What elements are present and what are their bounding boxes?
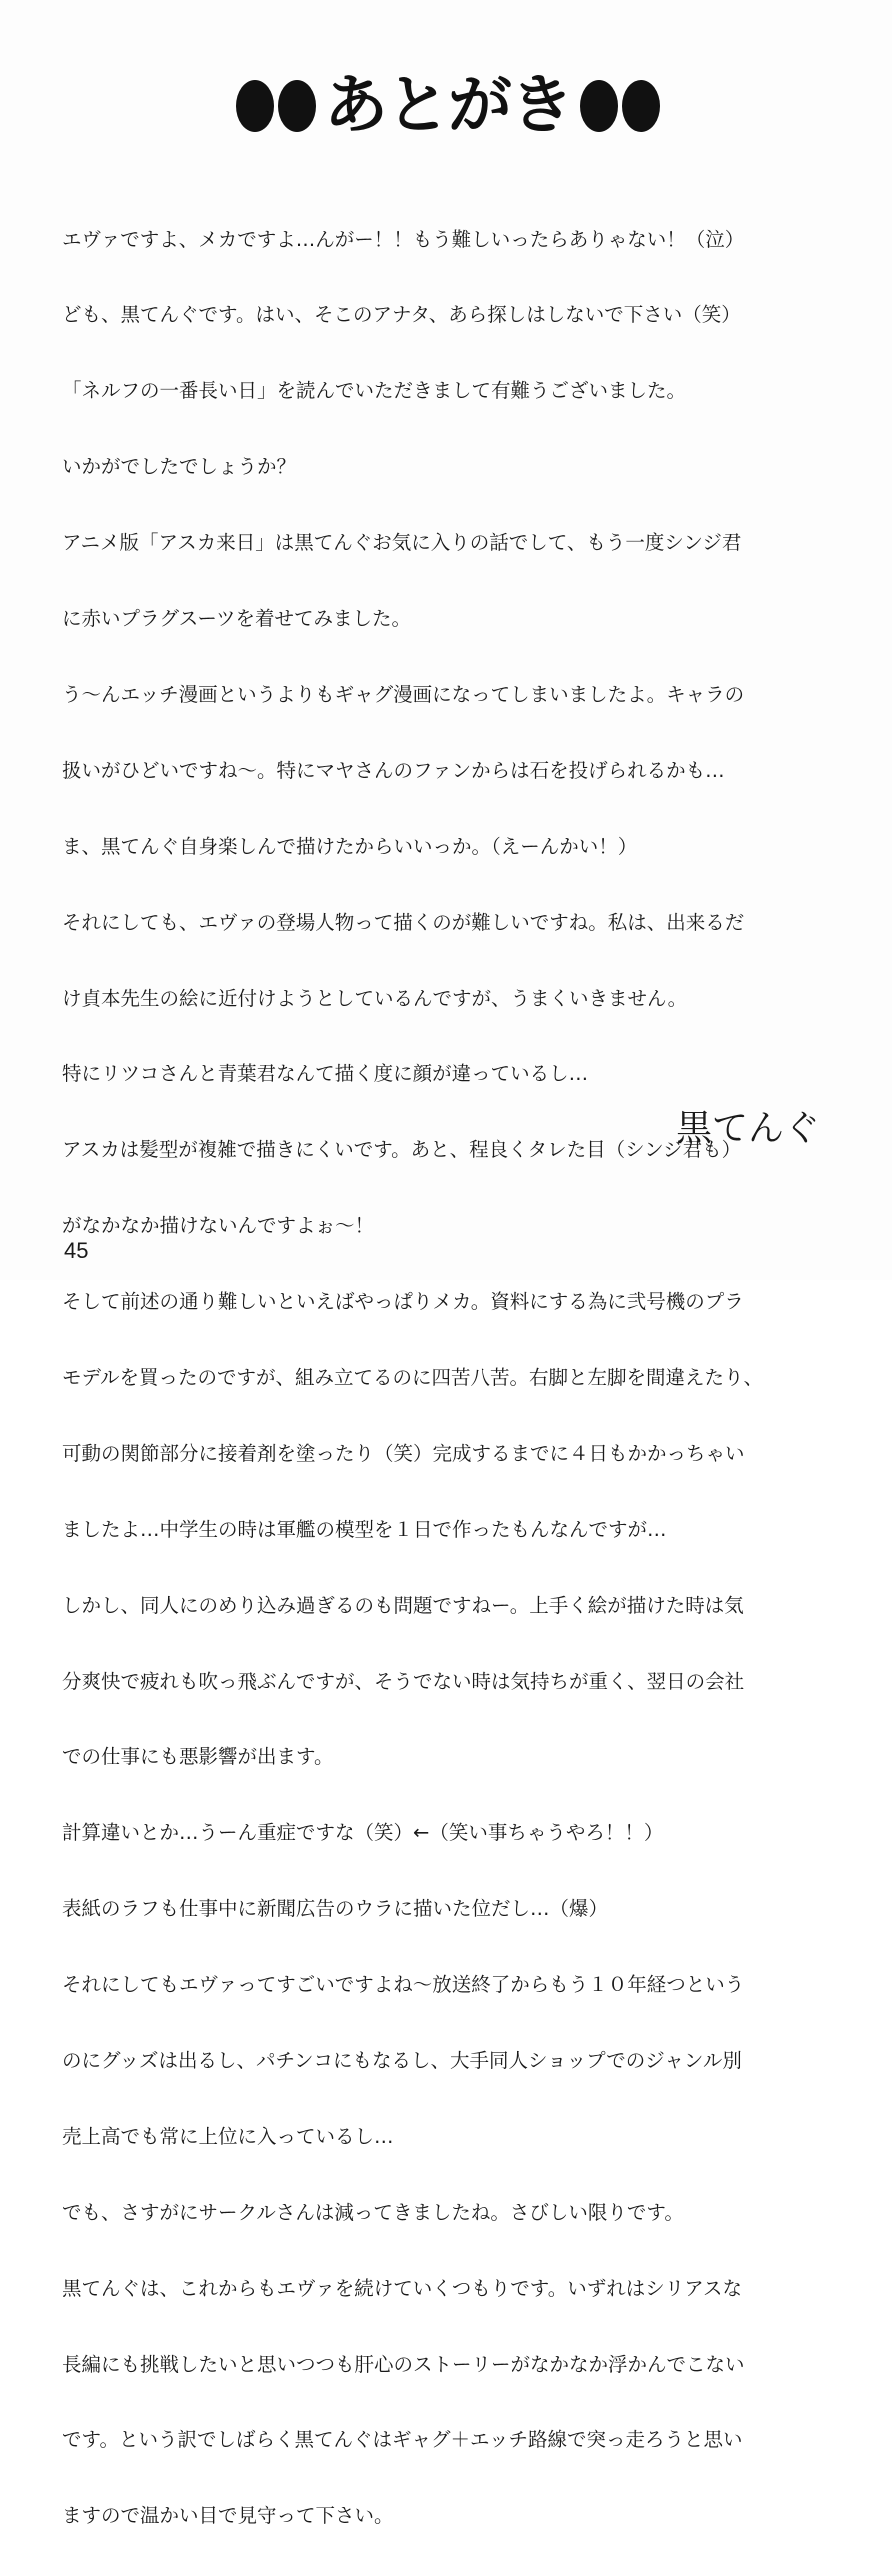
bullet-dot-icon bbox=[622, 80, 660, 132]
page-title bbox=[228, 56, 668, 156]
body-line: しかし、同人にのめり込み過ぎるのも問題ですねー。上手く絵が描けた時は気 bbox=[62, 1593, 744, 1617]
body-line: 「ネルフの一番長い日」を読んでいただきまして有難うございました。 bbox=[62, 379, 687, 403]
body-line: 長編にも挑戦したいと思いつつも肝心のストーリーがなかなか浮かんでこない bbox=[62, 2352, 745, 2376]
bullet-dot-icon bbox=[236, 80, 274, 132]
body-line: です。という訳でしばらく黒てんぐはギャグ＋エッチ路線で突っ走ろうと思い bbox=[62, 2428, 743, 2452]
body-line: 分爽快で疲れも吹っ飛ぶんですが、そうでない時は気持ちが重く、翌日の会社 bbox=[62, 1669, 745, 1693]
body-line: アスカは髪型が複雑で描きにくいです。あと、程良くタレた目（シンジ君も） bbox=[62, 1138, 742, 1162]
body-line: ども、黒てんぐです。はい、そこのアナタ、あら探しはしないで下さい（笑） bbox=[62, 303, 741, 327]
body-line: う～んエッチ漫画というよりもギャグ漫画になってしまいましたよ。キャラの bbox=[62, 682, 745, 706]
body-line: ますので温かい目で見守って下さい。 bbox=[62, 2504, 394, 2528]
body-line: モデルを買ったのですが、組み立てるのに四苦八苦。右脚と左脚を間違えたり、 bbox=[62, 1365, 764, 1389]
title-text: あとがき bbox=[324, 69, 572, 143]
body-line: 売上高でも常に上位に入っているし… bbox=[62, 2124, 394, 2148]
body-line: ま、黒てんぐ自身楽しんで描けたからいいっか。（えーんかい！） bbox=[62, 834, 638, 858]
body-line: 可動の関節部分に接着剤を塗ったり（笑）完成するまでに４日もかかっちゃい bbox=[62, 1441, 745, 1465]
body-line: での仕事にも悪影響が出ます。 bbox=[62, 1745, 334, 1769]
body-line: ましたよ…中学生の時は軍艦の模型を１日で作ったもんなんですが… bbox=[62, 1517, 667, 1541]
body-line: 計算違いとか…うーん重症ですな（笑）←（笑い事ちゃうやろ！！） bbox=[62, 1821, 664, 1845]
body-line: のにグッズは出るし、パチンコにもなるし、大手同人ショップでのジャンル別 bbox=[62, 2048, 742, 2072]
body-line: そして前述の通り難しいといえばやっぱりメカ。資料にする為に弐号機のプラ bbox=[62, 1290, 744, 1314]
bullet-dot-icon bbox=[580, 80, 618, 132]
body-line: エヴァですよ、メカですよ…んがー！！もう難しいったらありゃない！（泣） bbox=[62, 227, 745, 251]
page-number: 45 bbox=[64, 1238, 89, 1263]
body-line: 黒てんぐは、これからもエヴァを続けていくつもりです。いずれはシリアスな bbox=[62, 2276, 742, 2300]
body-line: け貞本先生の絵に近付けようとしているんですが、うまくいきません。 bbox=[62, 986, 688, 1010]
body-line: 表紙のラフも仕事中に新聞広告のウラに描いた位だし…（爆） bbox=[62, 1897, 609, 1921]
afterword-body bbox=[62, 176, 842, 2560]
body-line: それにしても、エヴァの登場人物って描くのが難しいですね。私は、出来るだ bbox=[62, 910, 745, 934]
body-line: に赤いプラグスーツを着せてみました。 bbox=[62, 607, 412, 631]
bullet-dot-icon bbox=[278, 80, 316, 132]
body-line: それにしてもエヴァってすごいですよね～放送終了からもう１０年経つという bbox=[62, 1973, 745, 1997]
body-line: がなかなか描けないんですよぉ～！ bbox=[62, 1214, 375, 1238]
body-line: 特にリツコさんと青葉君なんて描く度に顔が違っているし… bbox=[62, 1062, 589, 1086]
body-line: 扱いがひどいですね～。特にマヤさんのファンからは石を投げられるかも… bbox=[62, 758, 725, 782]
body-line: いかがでしたでしょうか？ bbox=[62, 455, 297, 479]
body-line: アニメ版「アスカ来日」は黒てんぐお気に入りの話でして、もう一度シンジ君 bbox=[62, 531, 742, 555]
body-line: でも、さすがにサークルさんは減ってきましたね。さびしい限りです。 bbox=[62, 2200, 684, 2224]
author-signature: 黒てんぐ bbox=[676, 1108, 821, 1149]
